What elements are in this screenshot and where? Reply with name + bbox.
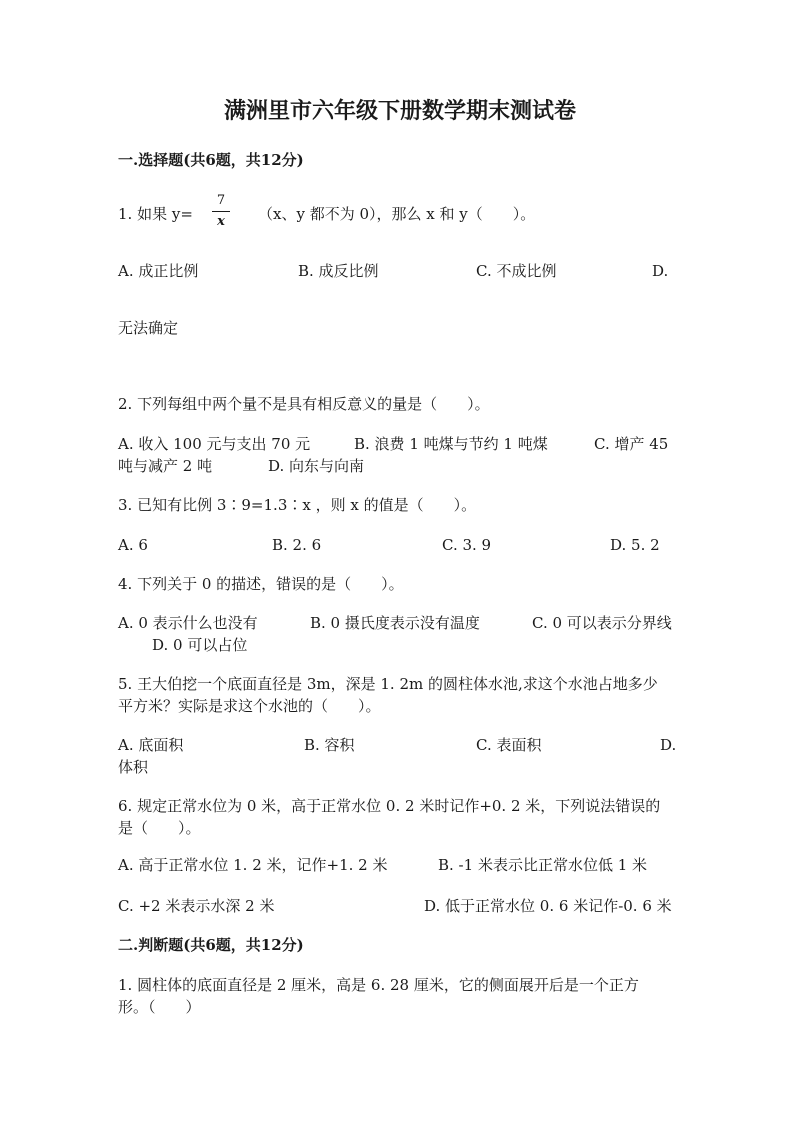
q5-option-d-text: 体积 [118, 758, 149, 776]
q4-option-b: B. 0 摄氏度表示没有温度 [310, 614, 480, 632]
q6-stem-line-1: 6. 规定正常水位为 0 米，高于正常水位 0. 2 米时记作+0. 2 米，下列说法错误的 [118, 797, 661, 815]
q6-stem-line-2: 是（ ）。 [118, 819, 201, 837]
fraction-bar [212, 211, 230, 212]
q2-option-a: A. 收入 100 元与支出 70 元 [118, 435, 311, 453]
q1-option-a: A. 成正比例 [118, 262, 199, 280]
q6-option-a: A. 高于正常水位 1. 2 米，记作+1. 2 米 [118, 856, 388, 874]
q2-option-c-text: 吨与减产 2 吨 [118, 457, 213, 475]
q1-option-d: D. [652, 262, 669, 280]
section-heading-choice: 一.选择题(共6题，共12分) [118, 151, 304, 169]
q3-option-b: B. 2. 6 [272, 536, 322, 554]
q3-option-c: C. 3. 9 [442, 536, 492, 554]
q6-option-b: B. -1 米表示比正常水位低 1 米 [438, 856, 648, 874]
judge-q1-line-2: 形。（ ） [118, 998, 201, 1016]
q1-stem-prefix: 1. 如果 y= [118, 205, 193, 223]
q3-option-d: D. 5. 2 [610, 536, 660, 554]
q1-option-c: C. 不成比例 [476, 262, 557, 280]
q5-stem-line-2: 平方米？实际是求这个水池的（ ）。 [118, 697, 381, 715]
q5-option-b: B. 容积 [304, 736, 355, 754]
page-title: 满洲里市六年级下册数学期末测试卷 [223, 98, 576, 124]
q2-stem: 2. 下列每组中两个量不是具有相反意义的量是（ ）。 [118, 395, 490, 413]
q1-fraction [212, 193, 230, 230]
q5-option-c: C. 表面积 [476, 736, 542, 754]
q5-option-d: D. [660, 736, 677, 754]
q5-stem-line-1: 5. 王大伯挖一个底面直径是 3m，深是 1. 2m 的圆柱体水池,求这个水池占地多少 [118, 675, 658, 693]
q1-fraction-numerator: 7 [216, 193, 226, 208]
q1-stem-suffix: （x、y 都不为 0），那么 x 和 y（ ）。 [258, 205, 536, 223]
judge-q1-line-1: 1. 圆柱体的底面直径是 2 厘米，高是 6. 28 厘米，它的侧面展开后是一个正方 [118, 976, 639, 994]
q1-fraction-denominator: x [217, 214, 225, 229]
q2-option-c: C. 增产 45 [594, 435, 669, 453]
q6-option-c: C. +2 米表示水深 2 米 [118, 897, 275, 915]
q3-stem: 3. 已知有比例 3∶9=1.3∶x ，则 x 的值是（ ）。 [118, 496, 477, 514]
q6-option-d: D. 低于正常水位 0. 6 米记作-0. 6 米 [424, 897, 672, 915]
q4-option-a: A. 0 表示什么也没有 [118, 614, 258, 632]
q1-option-d-text: 无法确定 [118, 319, 179, 337]
section-heading-judge: 二.判断题(共6题，共12分) [118, 936, 304, 954]
q5-option-a: A. 底面积 [118, 736, 184, 754]
q1-option-b: B. 成反比例 [298, 262, 379, 280]
q4-option-c: C. 0 可以表示分界线 [532, 614, 672, 632]
q3-option-a: A. 6 [118, 536, 148, 554]
q2-option-b: B. 浪费 1 吨煤与节约 1 吨煤 [354, 435, 548, 453]
q4-option-d: D. 0 可以占位 [152, 636, 248, 654]
q4-stem: 4. 下列关于 0 的描述，错误的是（ ）。 [118, 575, 404, 593]
q2-option-d: D. 向东与向南 [268, 457, 365, 475]
